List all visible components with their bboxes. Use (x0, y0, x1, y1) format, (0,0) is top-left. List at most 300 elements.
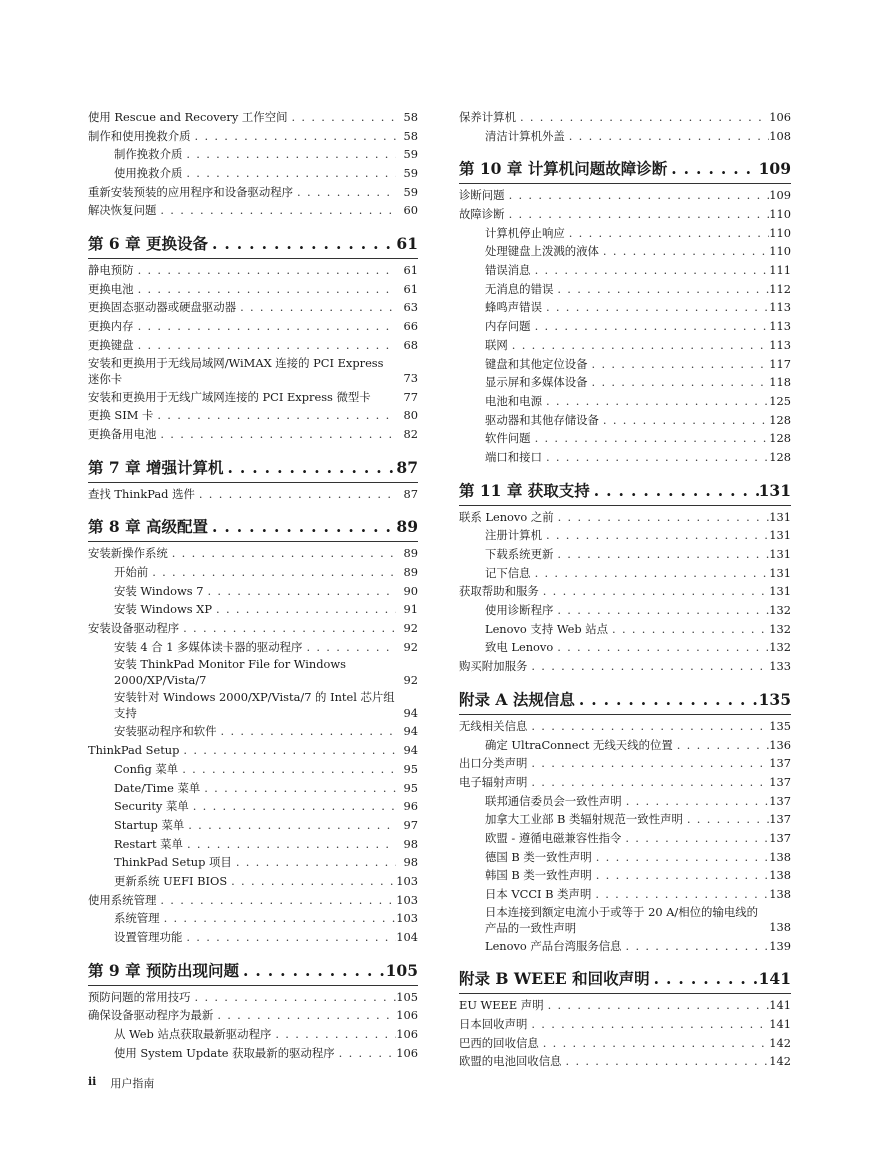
toc-entry[interactable] (88, 317, 418, 336)
toc-entry[interactable] (88, 544, 418, 563)
dot-leader (505, 186, 769, 205)
entry-title: 软件问题 (485, 431, 531, 446)
toc-left-column (88, 108, 418, 1062)
chapter-title: 第 11 章 获取支持 (459, 480, 590, 500)
entry-title: 联邦通信委员会一致性声明 (485, 793, 622, 808)
entry-title: 日本回收声明 (459, 1017, 528, 1032)
toc-entry[interactable] (459, 773, 791, 792)
toc-entry[interactable] (88, 1044, 418, 1063)
entry-title: 保养计算机 (459, 109, 516, 124)
footer-title: 用户指南 (110, 1077, 155, 1090)
chapter-title: 第 6 章 更换设备 (88, 234, 208, 254)
toc-entry[interactable] (459, 717, 791, 736)
toc-entry[interactable] (459, 280, 791, 299)
page-number: 94 (403, 705, 418, 720)
toc-entry[interactable] (459, 299, 791, 318)
entry-title: 下载系统更新 (485, 547, 554, 562)
entry-title: 端口和接口 (485, 449, 542, 464)
entry-title: 记下信息 (485, 565, 531, 580)
dot-leader (227, 872, 396, 891)
dot-leader (302, 638, 396, 657)
toc-entry[interactable] (88, 164, 418, 183)
entry-title: Security 菜单 (114, 799, 189, 814)
entry-title: 日本连接到额定电流小于或等于 20 A/相位的输电线的产品的一致性声明 (485, 904, 759, 935)
toc-entry[interactable] (459, 885, 791, 904)
dot-leader (182, 145, 396, 164)
toc-entry[interactable] (459, 564, 791, 583)
entry-title: 更换备用电池 (88, 426, 157, 441)
page-number: 138 (769, 887, 791, 902)
page-number: 87 (396, 457, 418, 477)
dot-leader (293, 183, 396, 202)
page-number: 133 (769, 659, 791, 674)
page-number: 60 (403, 203, 418, 218)
dot-leader (539, 582, 769, 601)
dot-leader (591, 885, 769, 904)
page-number: 105 (385, 960, 418, 980)
dot-leader (134, 280, 396, 299)
toc-entry[interactable] (88, 299, 418, 318)
dot-leader (554, 508, 769, 527)
toc-entry[interactable] (459, 224, 791, 243)
entry-title: 购买附加服务 (459, 659, 528, 674)
page-number: 106 (396, 1008, 418, 1023)
entry-title: 安装新操作系统 (88, 546, 168, 561)
entry-title: Startup 菜单 (114, 817, 185, 832)
toc-entry[interactable] (88, 127, 418, 146)
page-number: 103 (396, 873, 418, 888)
toc-entry[interactable] (88, 741, 418, 760)
toc-entry[interactable] (459, 1034, 791, 1053)
toc-entry[interactable] (88, 406, 418, 425)
page-number: 63 (403, 300, 418, 315)
entry-title: 诊断问题 (459, 188, 505, 203)
toc-entry[interactable] (88, 261, 418, 280)
toc-entry[interactable] (459, 996, 791, 1015)
chapter-title: 附录 A 法规信息 (459, 689, 575, 709)
page-number: 110 (769, 207, 791, 222)
entry-title: 从 Web 站点获取最新驱动程序 (114, 1027, 272, 1042)
page-footer (88, 1075, 154, 1091)
dot-leader (212, 600, 396, 619)
toc-entry[interactable] (459, 526, 791, 545)
toc-entry[interactable] (88, 656, 418, 689)
page-number: 137 (769, 793, 791, 808)
dot-leader (153, 406, 396, 425)
toc-entry[interactable] (88, 853, 418, 872)
dot-leader (599, 411, 769, 430)
dot-leader (236, 298, 396, 317)
toc-entry[interactable] (459, 848, 791, 867)
toc-entry[interactable] (459, 317, 791, 336)
toc-entry[interactable] (459, 639, 791, 658)
toc-entry[interactable] (88, 582, 418, 601)
entry-title: 安装 Windows XP (114, 602, 213, 617)
toc-entry[interactable] (88, 689, 418, 722)
page-number: 131 (769, 584, 791, 599)
dot-leader (217, 722, 396, 741)
entry-title: 安装驱动程序和软件 (114, 724, 217, 739)
entry-title: 计算机停止响应 (485, 225, 565, 240)
entry-title: Lenovo 支持 Web 站点 (485, 621, 609, 636)
page-number: 92 (403, 621, 418, 636)
dot-leader (182, 164, 396, 183)
toc-entry[interactable] (88, 619, 418, 638)
toc-entry[interactable] (88, 425, 418, 444)
toc-entry[interactable] (88, 355, 418, 388)
dot-leader (565, 224, 769, 243)
dot-leader (213, 1006, 396, 1025)
page-number: 112 (769, 281, 791, 296)
dot-leader (195, 485, 396, 504)
page-number: 89 (403, 565, 418, 579)
dot-leader (239, 960, 386, 982)
page-number: 131 (769, 565, 791, 580)
toc-entry[interactable] (459, 508, 791, 527)
entry-title: 巴西的回收信息 (459, 1035, 539, 1050)
dot-leader (542, 392, 769, 411)
entry-title: 出口分类声明 (459, 756, 528, 771)
entry-title: Date/Time 菜单 (114, 780, 201, 795)
entry-title: 安装 4 合 1 多媒体读卡器的驱动程序 (114, 639, 303, 654)
toc-entry[interactable] (459, 205, 791, 224)
page-number: 137 (769, 812, 791, 827)
entry-title: 制作挽救介质 (114, 147, 183, 162)
toc-entry[interactable] (88, 816, 418, 835)
page-number: 104 (396, 930, 418, 944)
dot-leader (527, 717, 769, 736)
dot-leader (208, 233, 396, 255)
dot-leader (179, 619, 396, 638)
toc-entry[interactable] (459, 754, 791, 773)
entry-title: 欧盟的电池回收信息 (459, 1054, 562, 1069)
entry-title: 安装 Windows 7 (114, 583, 204, 598)
page-number: 141 (769, 998, 791, 1013)
dot-leader (590, 480, 759, 502)
dot-leader (134, 336, 396, 355)
dot-leader (553, 638, 769, 657)
toc-entry[interactable] (88, 928, 418, 947)
page-number: 98 (403, 836, 418, 851)
toc-entry[interactable] (459, 904, 791, 937)
page-number: 110 (769, 244, 791, 259)
entry-title: 致电 Lenovo (485, 640, 554, 655)
page-number: 106 (396, 1045, 418, 1060)
entry-title: 电子辐射声明 (459, 774, 528, 789)
dot-leader (621, 829, 769, 848)
entry-title: 制作和使用挽救介质 (88, 128, 191, 143)
dot-leader (179, 741, 396, 760)
page-number: 91 (403, 602, 418, 617)
page-number: 98 (403, 855, 418, 870)
page-number: 109 (758, 159, 791, 179)
page-number: 105 (396, 989, 418, 1004)
entry-title: 显示屏和多媒体设备 (485, 375, 588, 390)
dot-leader (531, 429, 769, 448)
toc-entry[interactable] (88, 600, 418, 619)
toc-chapter-heading[interactable] (459, 689, 791, 715)
toc-chapter-heading[interactable] (459, 968, 791, 994)
page-number: 128 (769, 412, 791, 427)
page-number: 137 (769, 774, 791, 789)
toc-entry[interactable] (88, 988, 418, 1007)
page-number: 131 (769, 547, 791, 562)
dot-leader (599, 242, 769, 261)
toc-right-column (459, 108, 791, 1071)
dot-leader (539, 1034, 769, 1053)
page-number: 95 (403, 780, 418, 795)
dot-leader (588, 355, 769, 374)
page-number: 87 (403, 486, 418, 501)
toc-entry[interactable] (459, 261, 791, 280)
dot-leader (565, 127, 769, 146)
page-number: 136 (769, 737, 791, 752)
toc-entry[interactable] (88, 108, 418, 127)
page-number: 132 (769, 640, 791, 655)
page-number: 59 (403, 147, 418, 162)
page-number: 109 (769, 188, 791, 203)
toc-entry[interactable] (459, 582, 791, 601)
dot-leader (335, 1044, 396, 1063)
toc-chapter-heading[interactable] (459, 158, 791, 184)
dot-leader (542, 298, 769, 317)
entry-title: 系统管理 (114, 911, 160, 926)
toc-entry[interactable] (459, 601, 791, 620)
toc-entry[interactable] (88, 563, 418, 582)
chapter-title: 附录 B WEEE 和回收声明 (459, 969, 650, 989)
toc-entry[interactable] (88, 145, 418, 164)
entry-title: 确保设备驱动程序为最新 (88, 1008, 214, 1023)
dot-leader (271, 1025, 396, 1044)
toc-entry[interactable] (459, 127, 791, 146)
dot-leader (178, 760, 396, 779)
footer-page-number: ii (88, 1075, 97, 1088)
dot-leader (622, 937, 769, 956)
dot-leader (592, 848, 769, 867)
toc-entry[interactable] (459, 392, 791, 411)
toc-chapter-heading[interactable] (88, 960, 418, 986)
dot-leader (608, 620, 769, 639)
dot-leader (542, 526, 769, 545)
entry-title: 联系 Lenovo 之前 (459, 509, 554, 524)
toc-entry[interactable] (459, 937, 791, 956)
dot-leader (588, 373, 769, 392)
dot-leader (544, 996, 769, 1015)
entry-title: EU WEEE 声明 (459, 998, 544, 1013)
dot-leader (223, 457, 396, 479)
page-number: 138 (769, 920, 791, 935)
chapter-title: 第 9 章 预防出现问题 (88, 960, 239, 980)
toc-entry[interactable] (459, 411, 791, 430)
toc-entry[interactable] (88, 835, 418, 854)
page-number: 94 (403, 724, 418, 739)
dot-leader (673, 736, 769, 755)
page-number: 61 (403, 263, 418, 278)
page-number: 80 (403, 408, 418, 423)
page-number: 137 (769, 756, 791, 771)
dot-leader (531, 564, 769, 583)
page-number: 61 (396, 234, 418, 254)
entry-title: 键盘和其他定位设备 (485, 356, 588, 371)
page-number: 95 (403, 761, 418, 776)
dot-leader (650, 968, 759, 990)
entry-title: 更换键盘 (88, 337, 134, 352)
page-number: 118 (769, 375, 791, 390)
entry-title: 使用 System Update 获取最新的驱动程序 (114, 1045, 335, 1060)
toc-entry[interactable] (459, 620, 791, 639)
toc-entry[interactable] (88, 909, 418, 928)
entry-title: 驱动器和其他存储设备 (485, 412, 599, 427)
dot-leader (204, 582, 396, 601)
entry-title: 安装和更换用于无线局域网/WiMAX 连接的 PCI Express 迷你卡 (88, 355, 384, 386)
page-number: 141 (769, 1017, 791, 1032)
page-number: 90 (403, 583, 418, 598)
dot-leader (516, 108, 769, 127)
toc-chapter-heading[interactable] (88, 233, 418, 259)
page-number: 92 (403, 672, 418, 687)
toc-entry[interactable] (459, 829, 791, 848)
toc-entry[interactable] (88, 1006, 418, 1025)
entry-title: 加拿大工业部 B 类辐射规范一致性声明 (485, 812, 683, 827)
toc-entry[interactable] (88, 183, 418, 202)
dot-leader (531, 317, 769, 336)
entry-title: 使用诊断程序 (485, 603, 554, 618)
entry-title: 安装针对 Windows 2000/XP/Vista/7 的 Intel 芯片组支持 (114, 690, 395, 721)
toc-chapter-heading[interactable] (459, 480, 791, 506)
page-number: 58 (403, 109, 418, 124)
page-number: 82 (403, 426, 418, 441)
entry-title: 蜂鸣声错误 (485, 300, 542, 315)
page-number: 131 (769, 509, 791, 524)
entry-title: 电池和电源 (485, 393, 542, 408)
toc-entry[interactable] (88, 485, 418, 504)
entry-title: 欧盟 - 遵循电磁兼容性指令 (485, 830, 622, 845)
toc-entry[interactable] (459, 108, 791, 127)
entry-title: Config 菜单 (114, 761, 179, 776)
dot-leader (200, 779, 396, 798)
toc-entry[interactable] (459, 448, 791, 467)
page-number: 113 (769, 319, 791, 334)
toc-entry[interactable] (88, 797, 418, 816)
dot-leader (505, 205, 769, 224)
toc-entry[interactable] (88, 1025, 418, 1044)
page-number: 132 (769, 603, 791, 618)
dot-leader (667, 158, 758, 180)
page-number: 137 (769, 830, 791, 845)
toc-entry[interactable] (459, 810, 791, 829)
entry-title: 错误消息 (485, 263, 531, 278)
entry-title: 更换 SIM 卡 (88, 408, 154, 423)
toc-entry[interactable] (459, 866, 791, 885)
toc-entry[interactable] (459, 792, 791, 811)
page-number: 106 (769, 109, 791, 124)
entry-title: 更换内存 (88, 319, 134, 334)
dot-leader (182, 928, 396, 947)
entry-title: 查找 ThinkPad 选件 (88, 486, 195, 501)
dot-leader (527, 657, 769, 676)
toc-entry[interactable] (459, 1053, 791, 1072)
toc-chapter-heading[interactable] (88, 516, 418, 542)
toc-entry[interactable] (459, 545, 791, 564)
page-number: 142 (769, 1054, 791, 1069)
page-number: 142 (769, 1035, 791, 1050)
toc-entry[interactable] (459, 373, 791, 392)
entry-title: 处理键盘上泼溅的液体 (485, 244, 599, 259)
page-number: 131 (758, 480, 791, 500)
dot-leader (527, 754, 769, 773)
entry-title: 德国 B 类一致性声明 (485, 849, 592, 864)
page-number: 141 (758, 969, 791, 989)
entry-title: 安装 ThinkPad Monitor File for Windows 2000/XP/Vista/7 (114, 657, 346, 688)
entry-title: 设置管理功能 (114, 930, 183, 944)
toc-entry[interactable] (459, 186, 791, 205)
dot-leader (168, 544, 396, 563)
toc-entry[interactable] (88, 388, 418, 407)
page-number: 128 (769, 449, 791, 464)
entry-title: 预防问题的常用技巧 (88, 989, 191, 1004)
entry-title: 更换固态驱动器或硬盘驱动器 (88, 300, 237, 315)
dot-leader (562, 1052, 769, 1071)
entry-title: 联网 (485, 337, 508, 352)
toc-entry[interactable] (459, 429, 791, 448)
entry-title: 开始前 (114, 565, 149, 579)
toc-entry[interactable] (88, 280, 418, 299)
toc-entry[interactable] (459, 355, 791, 374)
entry-title: 确定 UltraConnect 无线天线的位置 (485, 737, 673, 752)
toc-entry[interactable] (88, 638, 418, 657)
dot-leader (134, 261, 396, 280)
toc-entry[interactable] (88, 891, 418, 910)
dot-leader (553, 601, 769, 620)
dot-leader (184, 816, 396, 835)
entry-title: 注册计算机 (485, 528, 542, 543)
entry-title: 使用系统管理 (88, 892, 157, 907)
entry-title: 日本 VCCI B 类声明 (485, 887, 592, 902)
entry-title: 内存问题 (485, 319, 531, 334)
toc-entry[interactable] (459, 736, 791, 755)
page-number: 68 (403, 337, 418, 352)
page-number: 132 (769, 621, 791, 636)
toc-entry[interactable] (459, 242, 791, 261)
dot-leader (527, 1015, 769, 1034)
toc-entry[interactable] (459, 336, 791, 355)
entry-title: 安装和更换用于无线广域网连接的 PCI Express 微型卡 (88, 390, 371, 405)
toc-entry[interactable] (88, 872, 418, 891)
chapter-title: 第 8 章 高级配置 (88, 517, 208, 537)
page-number: 89 (403, 546, 418, 561)
page-number: 108 (769, 128, 791, 143)
chapter-title: 第 7 章 增强计算机 (88, 457, 224, 477)
page-number: 97 (403, 817, 418, 832)
page-number: 111 (769, 263, 791, 278)
page-number: 73 (403, 370, 418, 385)
toc-entry[interactable] (88, 336, 418, 355)
dot-leader (156, 891, 396, 910)
toc-entry[interactable] (88, 722, 418, 741)
toc-entry[interactable] (459, 657, 791, 676)
toc-chapter-heading[interactable] (88, 457, 418, 483)
toc-entry[interactable] (88, 201, 418, 220)
toc-entry[interactable] (459, 1015, 791, 1034)
entry-title: 故障诊断 (459, 207, 505, 222)
dot-leader (508, 336, 769, 355)
dot-leader (553, 545, 769, 564)
dot-leader (592, 866, 769, 885)
toc-entry[interactable] (88, 760, 418, 779)
toc-entry[interactable] (88, 779, 418, 798)
entry-title: 解决恢复问题 (88, 203, 157, 218)
dot-leader (575, 689, 759, 711)
